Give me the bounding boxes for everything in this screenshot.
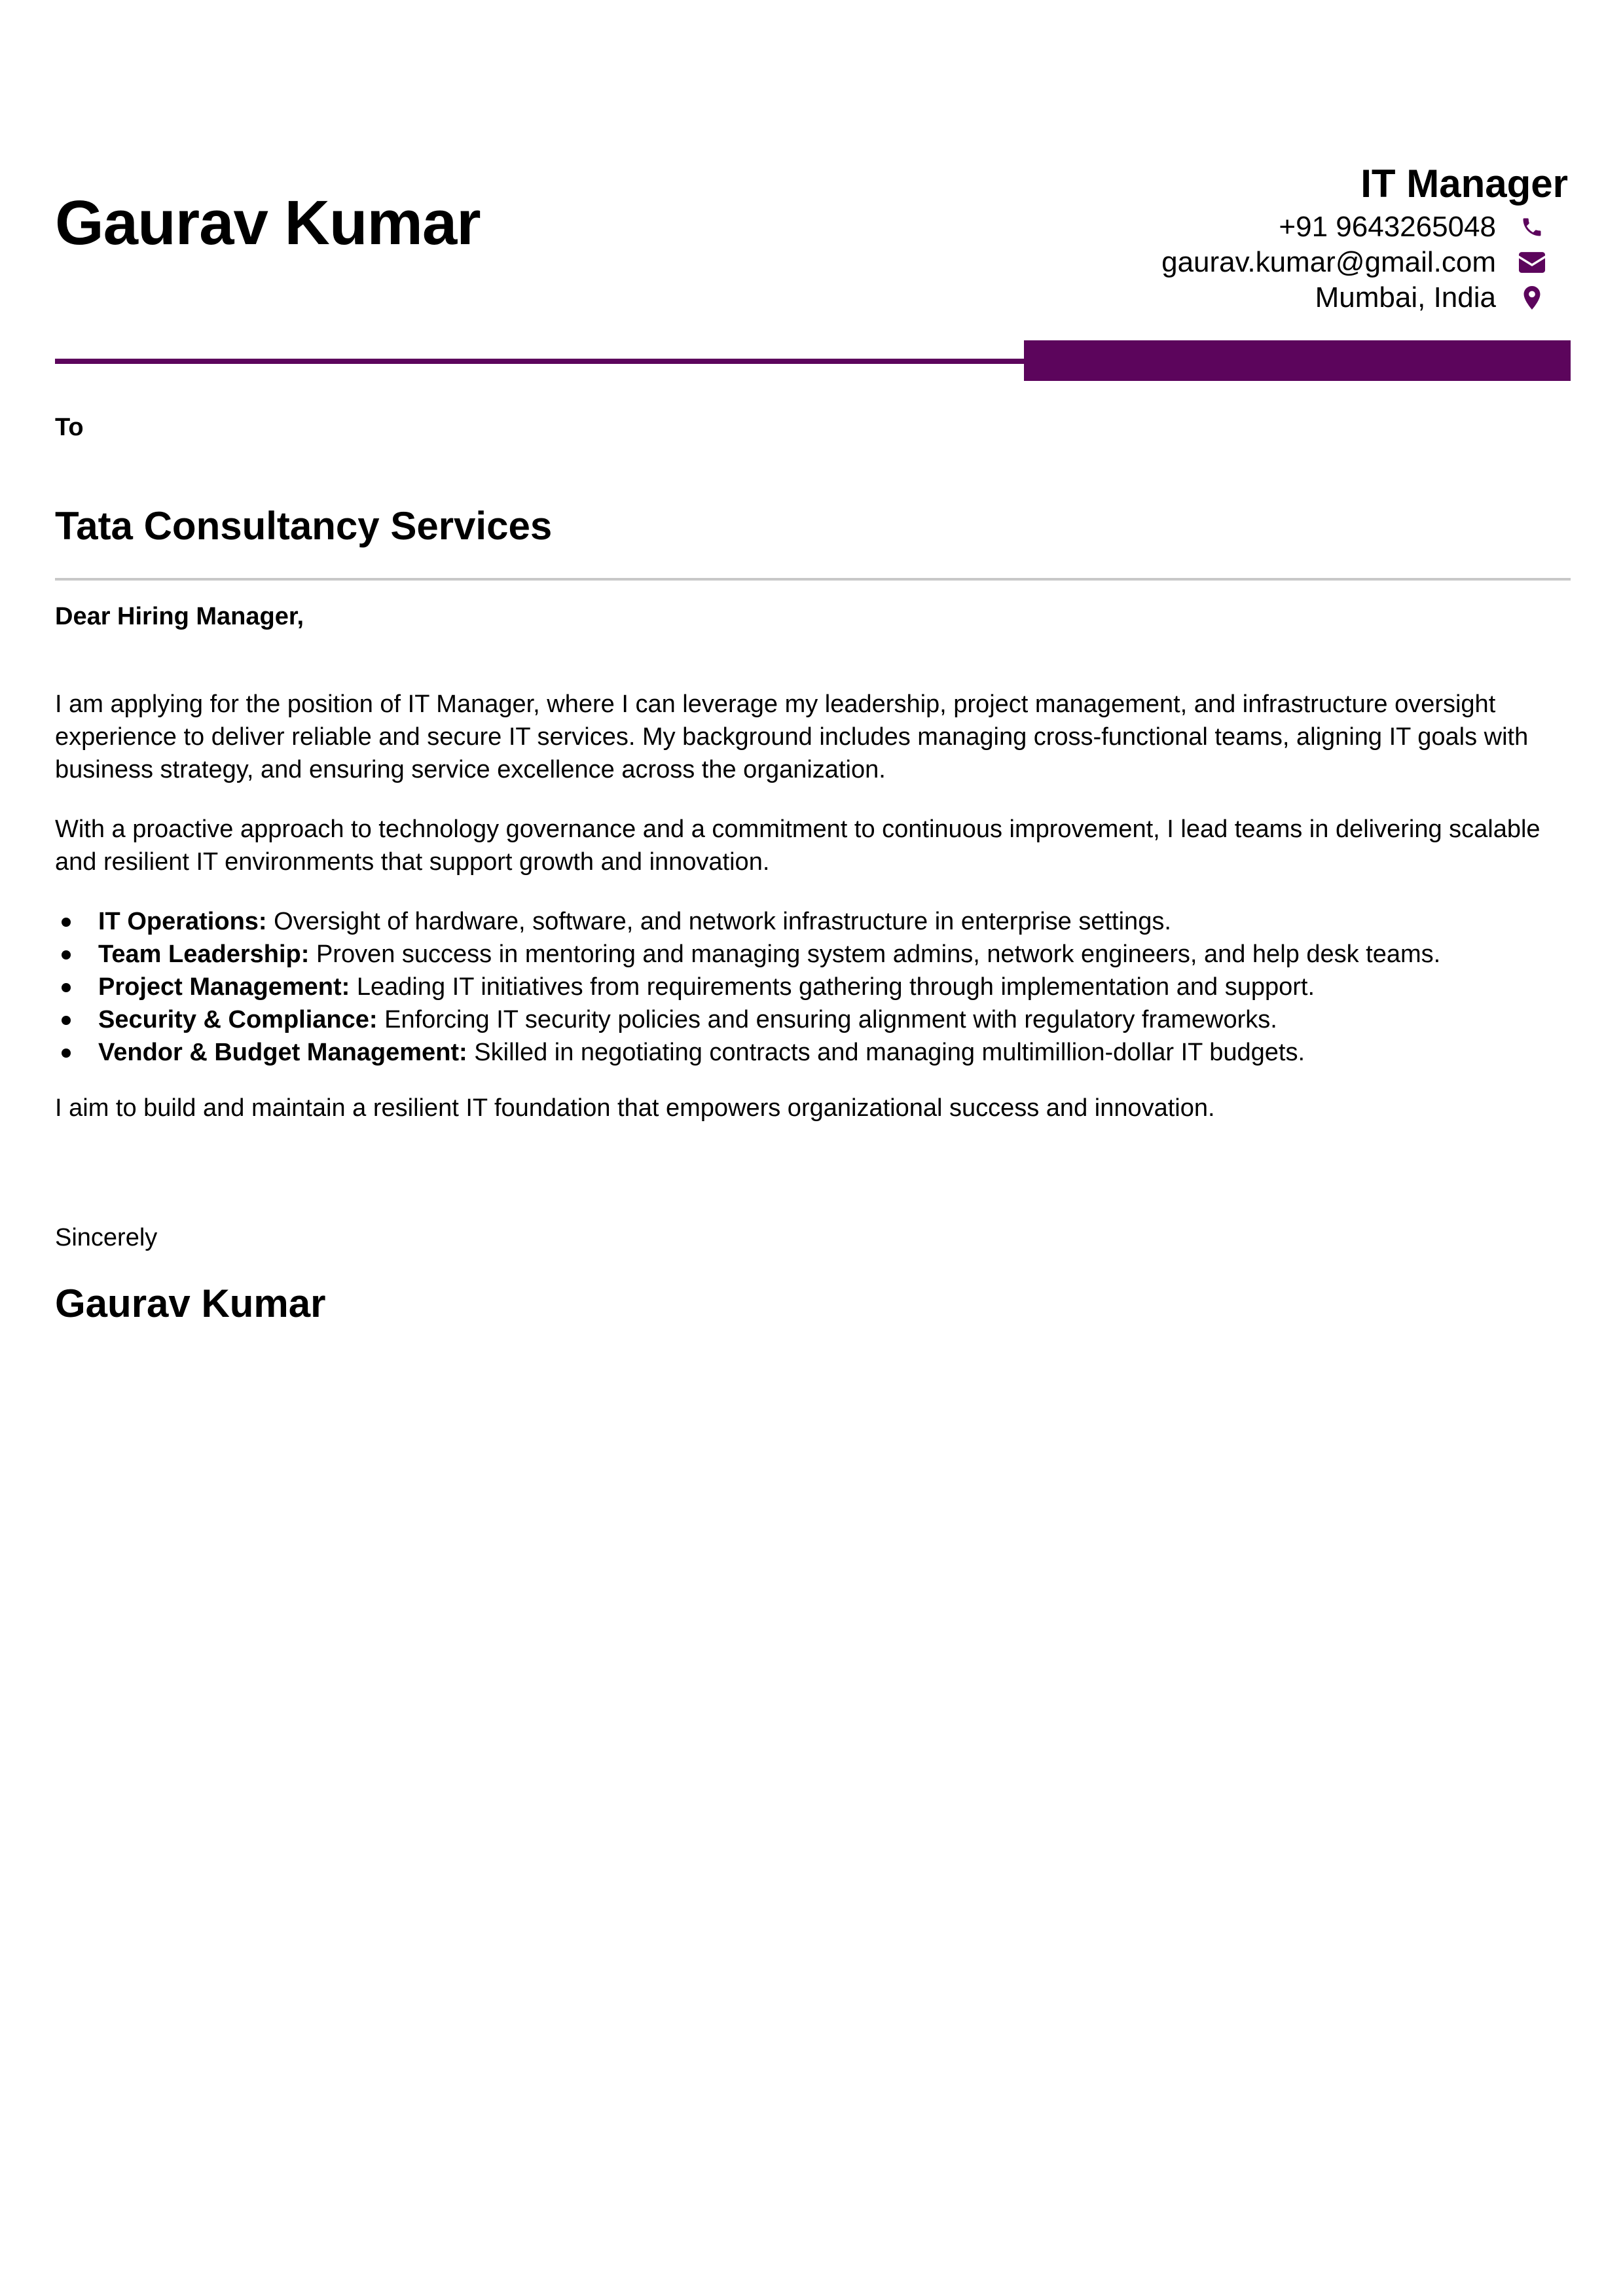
list-item-text: Oversight of hardware, software, and network infrastructure in enterprise settings. bbox=[266, 908, 1171, 935]
salutation: Dear Hiring Manager, bbox=[55, 603, 304, 630]
bullet-icon bbox=[62, 983, 71, 992]
bullet-icon bbox=[62, 950, 71, 960]
closing-paragraph: I aim to build and maintain a resilient IT foundation that empowers organizational success and innovation. bbox=[55, 1094, 1215, 1122]
list-item bbox=[55, 938, 1571, 971]
map-marker-icon bbox=[1496, 280, 1568, 315]
closing: Sincerely bbox=[55, 1224, 158, 1251]
contact-email bbox=[1161, 245, 1568, 280]
envelope-icon bbox=[1496, 245, 1568, 280]
section-divider bbox=[55, 578, 1571, 581]
list-item-text: Leading IT initiatives from requirements gathering through implementation and support. bbox=[350, 973, 1315, 1001]
contact-location bbox=[1315, 280, 1568, 315]
list-item bbox=[55, 971, 1571, 1003]
header-rule bbox=[55, 359, 1030, 364]
bullet-icon bbox=[62, 1016, 71, 1025]
phone-icon bbox=[1496, 209, 1568, 245]
list-item-title: Security & Compliance: bbox=[98, 1006, 378, 1033]
list-item-text: Skilled in negotiating contracts and managing multimillion-dollar IT budgets. bbox=[467, 1039, 1305, 1066]
body-paragraph: With a proactive approach to technology governance and a commitment to continuous improvement, I lead teams in delivering scalable and resilient IT environments that support growth and innovation. bbox=[55, 816, 1541, 876]
job-title: IT Manager bbox=[1360, 162, 1568, 206]
email-address: gaurav.kumar@gmail.com bbox=[1161, 246, 1496, 278]
list-item-title: IT Operations: bbox=[98, 908, 267, 935]
body-paragraph: I am applying for the position of IT Manager, where I can leverage my leadership, project management, and infrastructure oversight experience to deliver reliable and secure IT services. My background includes managing cross-functional teams, aligning IT goals with business strategy, and ensuring service excellence across the organization. bbox=[55, 691, 1529, 783]
list-item-text: Proven success in mentoring and managing system admins, network engineers, and help desk teams. bbox=[309, 941, 1441, 968]
company-name: Tata Consultancy Services bbox=[55, 504, 553, 548]
list-item-title: Vendor & Budget Management: bbox=[98, 1039, 467, 1066]
bullet-icon bbox=[62, 1049, 71, 1058]
list-item bbox=[55, 1003, 1571, 1036]
list-item bbox=[55, 1036, 1571, 1069]
signature-name: Gaurav Kumar bbox=[55, 1282, 326, 1325]
list-item-title: Project Management: bbox=[98, 973, 350, 1001]
to-label: To bbox=[55, 414, 84, 441]
skills-list bbox=[55, 905, 1571, 1069]
list-item-title: Team Leadership: bbox=[98, 941, 310, 968]
location: Mumbai, India bbox=[1315, 281, 1496, 314]
applicant-name: Gaurav Kumar bbox=[55, 188, 481, 258]
phone-number: +91 9643265048 bbox=[1279, 211, 1496, 243]
contact-phone bbox=[1279, 209, 1568, 245]
header-accent-bar bbox=[1024, 340, 1571, 381]
list-item bbox=[55, 905, 1571, 938]
list-item-text: Enforcing IT security policies and ensuring alignment with regulatory frameworks. bbox=[377, 1006, 1277, 1033]
bullet-icon bbox=[62, 918, 71, 927]
